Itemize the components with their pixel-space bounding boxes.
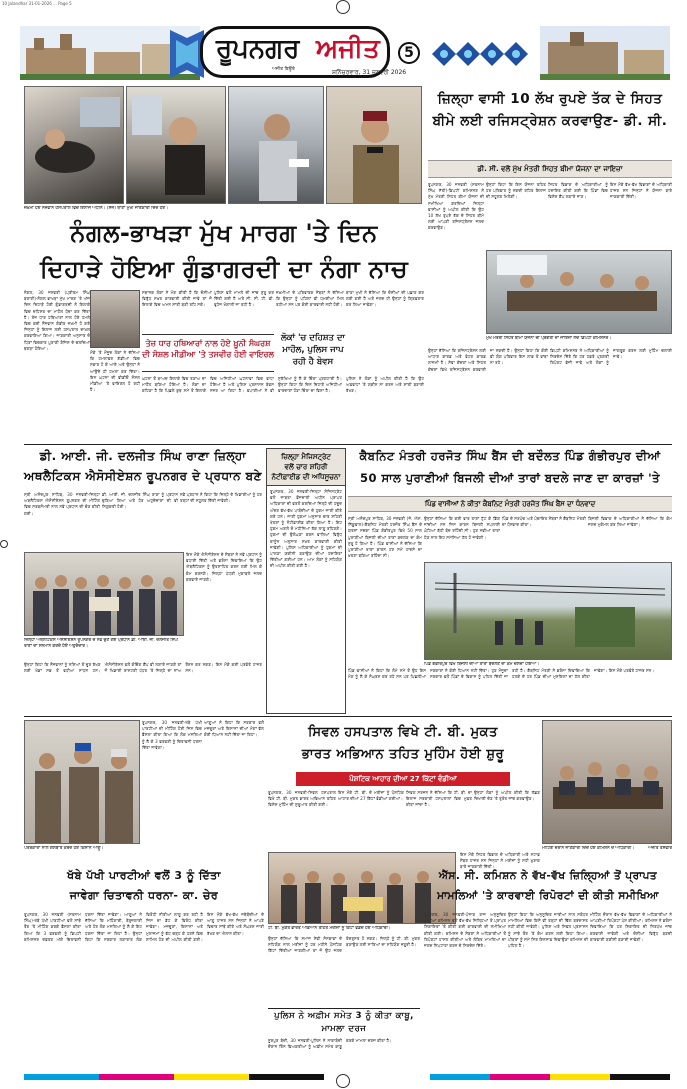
minister-subhead-text: ਪਿੰਡ ਵਾਸੀਆਂ ਨੇ ਕੀਤਾ ਕੈਬਨਿਟ ਮੰਤਰੀ ਹਰਜੋਤ ਸਿੰਘ ਬੈਂਸ ਦਾ ਧੰਨਵਾਦ [424, 500, 596, 508]
masthead [20, 20, 670, 82]
color-bar-right-magenta [490, 1074, 550, 1080]
minister-village-photo [424, 562, 672, 660]
tb-headline-line-2: ਭਾਰਤ ਅਭਿਆਨ ਤਹਿਤ ਮੁਹਿੰਮ ਹੋਈ ਸ਼ੁਰੂ [301, 747, 505, 762]
dig-photo-caption: ਜ਼ਿਲ੍ਹਾ ਅਥਲੈਟਿਕਸ ਐਸੋਸੀਏਸ਼ਨ ਰੂਪਨਗਰ ਦੇ ਨਵੇਂ ਚੁਣੇ ਗਏ ਪ੍ਰਧਾਨ ਡੀ. ਆਈ. ਜੀ. ਦਲਜੀਤ ਸਿੰਘ ਰਾਣਾ ਦਾ ਸਨਮਾਨ ਕਰਦੇ ਹੋਏ ਅਹੁਦੇਦਾਰ। [24, 638, 178, 649]
minister-body-col-1: ਸ੍ਰੀ ਅਨੰਦਪੁਰ ਸਾਹਿਬ, 30 ਜਨਵਰੀ (ਜੇ. ਐਸ. ਨਿੱਕੂਵਾਲ)-ਕੈਬਨਿਟ ਮੰਤਰੀ ਹਰਜੋਤ ਸਿੰਘ ਬੈਂਸ ਦੇ ਯਤਨਾਂ ਸਦਕਾ ਪਿੰਡ ਗੰਭੀਰਪੁਰ ਵਿਖੇ 50 ਸਾਲ ਪੁਰਾਣੀਆਂ ਬਿਜਲੀ ਦੀਆਂ ਤਾਰਾਂ ਬਦਲਣ ਦਾ ਕੰਮ ਸ਼ੁਰੂ ਹੋ ਗਿਆ ਹੈ। ਪਿੰਡ ਵਾਸੀਆਂ ਨੇ ਦੱਸਿਆ ਕਿ ਪੁਰਾਣੀਆਂ ਤਾਰਾਂ ਕਾਰਨ ਹਰ ਸਮੇਂ ਹਾਦਸੇ ਦਾ ਖ਼ਤਰਾ ਬਣਿਆ ਰਹਿੰਦਾ ਸੀ। [348, 516, 422, 559]
minister-body-col-4: ਬਿਜਲੀ ਵਿਭਾਗ ਦੇ ਅਧਿਕਾਰੀਆਂ ਨੇ ਦੱਸਿਆ ਕਿ ਕੰਮ ਜਲਦ ਮੁਕੰਮਲ ਕਰ ਲਿਆ ਜਾਵੇਗਾ। [588, 516, 672, 528]
dc-subhead-text: ਡੀ. ਸੀ. ਵਲੋਂ ਮੁੱਖ ਮੰਤਰੀ ਸਿਹਤ ਬੀਮਾ ਯੋਜਨਾ ਦਾ ਜਾਇਜ਼ਾ [477, 165, 623, 173]
sc-photo-credit: ਅਜੀਤ ਤਸਵੀਰ [647, 846, 672, 851]
dig-headline-line-1: ਡੀ. ਆਈ. ਜੀ. ਦਲਜੀਤ ਸਿੰਘ ਰਾਣਾ ਜ਼ਿਲ੍ਹਾ [39, 449, 247, 463]
page-number-badge: 5 [398, 42, 420, 64]
nangal-headline-line-2: ਦਿਹਾੜੇ ਹੋਇਆ ਗੁੰਡਾਗਰਦੀ ਦਾ ਨੰਗਾ ਨਾਚ [39, 255, 409, 283]
sc-meeting-photo [542, 720, 672, 844]
protest-headline-line-1: ਖੱਬੇ ਪੱਖੀ ਪਾਰਟੀਆਂ ਵਲੋਂ 3 ਨੂੰ ਦਿੱਤਾ [67, 869, 221, 882]
dc-body-col-1: ਰੂਪਨਗਰ, 30 ਜਨਵਰੀ (ਸਤਨਾਮ ਸਿੰਘ ਸੱਤੀ)-ਡਿਪਟੀ ਕਮਿਸ਼ਨਰ ਨੇ ਮੁੱਖ ਮੰਤਰੀ ਸਿਹਤ ਬੀਮਾ ਯੋਜਨਾ ਦੀ ਸਮੀਖਿਆ ਕਰਦਿਆਂ ਜ਼ਿਲ੍ਹਾ ਵਾਸੀਆਂ ਨੂੰ ਅਪੀਲ ਕੀਤੀ ਕਿ ਉਹ 10 ਲੱਖ ਰੁਪਏ ਤੱਕ ਦੇ ਸਿਹਤ ਬੀਮੇ ਲਈ ਆਪਣੀ ਰਜਿਸਟ੍ਰੇਸ਼ਨ ਜਲਦ ਕਰਵਾਉਣ। [428, 182, 484, 231]
nangal-body-col-8: ਪੁਲਿਸ ਨੇ ਲੋਕਾਂ ਨੂੰ ਅਪੀਲ ਕੀਤੀ ਹੈ ਕਿ ਉਹ ਅਫ਼ਵਾਹਾਂ 'ਤੇ ਯਕੀਨ ਨਾ ਕਰਨ ਅਤੇ ਸ਼ਾਂਤੀ ਬਣਾਈ ਰੱਖਣ। [346, 376, 424, 394]
dig-body-col-4: ਇਸ ਮੌਕੇ ਐਸੋਸੀਏਸ਼ਨ ਦੇ ਮੈਂਬਰਾਂ ਨੇ ਨਵੇਂ ਪ੍ਰਧਾਨ ਨੂੰ ਵਧਾਈ ਦਿੱਤੀ ਅਤੇ ਭਰੋਸਾ ਦਿਵਾਇਆ ਕਿ ਉਹ ਐਥਲੈਟਿਕਸ ਨੂੰ ਉਤਸ਼ਾਹਿਤ ਕਰਨ ਲਈ ਮਿਲ ਕੇ ਕੰਮ ਕਰਨਗੇ। ਜ਼ਿਲ੍ਹਾ ਪੱਧਰੀ ਮੁਕਾਬਲੇ ਜਲਦ ਕਰਵਾਏ ਜਾਣਗੇ। [186, 552, 262, 582]
tb-body-col-6: ਉਨ੍ਹਾਂ ਦੱਸਿਆ ਕਿ ਸਮਾਜ ਸੇਵੀ ਸੰਸਥਾਵਾਂ ਦੇ ਸਹਿਯੋਗ ਨਾਲ ਮਰੀਜ਼ਾਂ ਨੂੰ ਹਰ ਮਹੀਨੇ ਪੌਸ਼ਟਿਕ ਕਿੱਟਾਂ ਦਿੱਤੀਆਂ ਜਾਣਗੀਆਂ ਤਾਂ ਜੋ ਉਹ ਜਲਦ ਤੰਦਰੁਸਤ ਹੋ ਸਕਣ। ਜ਼ਿਲ੍ਹੇ ਨੂੰ ਟੀ. ਬੀ. ਮੁਕਤ ਬਣਾਉਣ ਲਈ ਸਾਰਿਆਂ ਦਾ ਸਹਿਯੋਗ ਜ਼ਰੂਰੀ ਹੈ। [268, 936, 420, 954]
masthead-logo-left: ਰੂਪਨਗਰ [216, 34, 300, 64]
color-bar-right-black [610, 1074, 670, 1080]
divider-police [268, 1008, 420, 1009]
dig-headline-line-2: ਅਥਲੈਟਿਕਸ ਐਸੋਸੀਏਸ਼ਨ ਰੂਪਨਗਰ ਦੇ ਪ੍ਰਧਾਨ ਬਣੇ [24, 469, 262, 483]
masthead-date: ਸ਼ਨਿੱਚਰਵਾਰ, 31 ਜਨਵਰੀ 2026 [332, 69, 407, 76]
tb-photo-caption: ਟੀ. ਬੀ. ਮੁਕਤ ਭਾਰਤ ਅਭਿਆਨ ਤਹਿਤ ਮਰੀਜ਼ਾਂ ਨੂੰ ਕਿੱਟਾਂ ਵੰਡਦੇ ਹੋਏ ਅਧਿਕਾਰੀ। [268, 926, 391, 931]
tb-banner-text: ਪੌਸ਼ਟਿਕ ਆਹਾਰ ਦੀਆਂ 27 ਕਿੱਟਾਂ ਵੰਡੀਆਂ [349, 775, 457, 783]
minister-photo-caption: ਪਿੰਡ ਗੰਭੀਰਪੁਰ ਵਿਖੇ ਬਿਜਲੀ ਦੀਆਂ ਤਾਰਾਂ ਬਦਲਣ ਦਾ ਕੰਮ ਚਲਦਾ ਹੋਇਆ। [424, 662, 540, 667]
nangal-body-col-4: ਪੁਲਿਸ ਵਲੋਂ ਮਾਮਲੇ ਦੀ ਜਾਂਚ ਸ਼ੁਰੂ ਕਰ ਦਿੱਤੀ ਗਈ ਹੈ ਅਤੇ ਸੀ. ਸੀ. ਟੀ. ਵੀ. ਫੁਟੇਜ ਖੰਗਾਲੀ ਜਾ ਰਹੀ ਹੈ। [214, 290, 274, 308]
dc-body-col-3: ਸਿਹਤ ਵਿਭਾਗ ਦੇ ਅਧਿਕਾਰੀਆਂ ਨੂੰ ਹਦਾਇਤ ਕੀਤੀ ਗਈ ਕਿ ਪਿੰਡਾਂ ਵਿਚ ਵਿਸ਼ੇਸ਼ ਕੈਂਪ ਲਗਾਏ ਜਾਣ। [548, 182, 608, 200]
police-headline: ਪੁਲਿਸ ਨੇ ਅਫ਼ੀਮ ਸਮੇਤ 3 ਨੂੰ ਕੀਤਾ ਕਾਬੂ, ਮਾਮਲਾ ਦਰਜ [274, 1011, 414, 1034]
color-bar-right [430, 1074, 670, 1080]
notice-box-title [267, 449, 345, 486]
nangal-body-col-2: ਮੌਕੇ 'ਤੇ ਮੌਜੂਦ ਲੋਕਾਂ ਨੇ ਦੱਸਿਆ ਕਿ ਹਮਲਾਵਰ ਗੱਡੀਆਂ ਵਿਚ ਸਵਾਰ ਹੋ ਕੇ ਆਏ ਅਤੇ ਉਨ੍ਹਾਂ ਨੇ ਆਉਂਦੇ ਹੀ ਹਮਲਾ ਕਰ ਦਿੱਤਾ। ਇਸ ਘਟਨਾ ਦੀ ਵੀਡੀਓ ਸੋਸ਼ਲ ਮੀਡੀਆ 'ਤੇ ਵਾਇਰਲ ਹੋ ਰਹੀ ਹੈ। [90, 350, 140, 393]
color-bar-right-yellow [550, 1074, 610, 1080]
protest-body-col-1: ਰੂਪਨਗਰ, 30 ਜਨਵਰੀ-ਖੱਬੇ ਪੱਖੀ ਪਾਰਟੀਆਂ ਦੀ ਮੀਟਿੰਗ ਹੋਈ ਜਿਸ ਵਿਚ ਫ਼ੈਸਲਾ ਕੀਤਾ ਗਿਆ ਕਿ ਲੋਕ ਮਸਲਿਆਂ ਨੂੰ ਲੈ ਕੇ 3 ਫਰਵਰੀ ਨੂੰ ਚਿਤਾਵਨੀ ਧਰਨਾ ਦਿੱਤਾ ਜਾਵੇਗਾ। [142, 720, 202, 750]
nangal-pullquote-1 [142, 334, 274, 372]
injured-youth-photo-3 [228, 86, 324, 204]
masthead-pattern-left [170, 30, 204, 78]
masthead-pattern-right [432, 30, 532, 78]
tb-body-col-3: ਸਿਵਲ ਸਰਜਨ ਨੇ ਦੱਸਿਆ ਕਿ ਟੀ. ਬੀ. ਦਾ ਇਲਾਜ ਸਰਕਾਰੀ ਹਸਪਤਾਲਾਂ ਵਿਚ ਮੁਫ਼ਤ ਕੀਤਾ ਜਾਂਦਾ ਹੈ। [406, 790, 472, 808]
sc-headline-line-1: ਐੱਸ. ਸੀ. ਕਮਿਸ਼ਨ ਨੇ ਵੱਖ-ਵੱਖ ਜ਼ਿਲ੍ਹਿਆਂ ਤੋਂ ਪ੍ਰਾਪਤ [438, 870, 658, 882]
nangal-body-col-5: ਜ਼ਖ਼ਮੀਆਂ ਦੇ ਪਰਿਵਾਰਕ ਮੈਂਬਰਾਂ ਨੇ ਦੱਸਿਆ ਕਿ ਉਨ੍ਹਾਂ ਨੂੰ ਪਹਿਲਾਂ ਵੀ ਧਮਕੀਆਂ ਮਿਲ ਰਹੀਆਂ ਸਨ ਪਰ ਕੋਈ ਕਾਰਵਾਈ ਨਹੀਂ ਹੋਈ। [276, 290, 344, 308]
dc-body-col-6: ਡਿਪਟੀ ਕਮਿਸ਼ਨਰ ਨੇ ਅਧਿਕਾਰੀਆਂ ਨੂੰ ਨਿਰਦੇਸ਼ ਦਿੱਤੇ ਕਿ ਹਰ ਹਫ਼ਤੇ ਪ੍ਰਗਤੀ ਰਿਪੋਰਟ ਭੇਜੀ ਜਾਵੇ ਅਤੇ ਲੋਕਾਂ ਨੂੰ ਜਾਗਰੂਕ ਕਰਨ ਲਈ ਮੁਹਿੰਮ ਚਲਾਈ ਜਾਵੇ। [550, 348, 672, 366]
dc-body-col-2: ਉਨ੍ਹਾਂ ਕਿਹਾ ਕਿ ਇਸ ਯੋਜਨਾ ਤਹਿਤ ਹਰ ਪਰਿਵਾਰ ਨੂੰ ਨਕਦੀ ਰਹਿਤ ਇਲਾਜ ਦੀ ਸਹੂਲਤ ਮਿਲੇਗੀ। [486, 182, 546, 200]
dig-body-col-5: ਉਨ੍ਹਾਂ ਕਿਹਾ ਕਿ ਨੌਜਵਾਨਾਂ ਨੂੰ ਨਸ਼ਿਆਂ ਤੋਂ ਦੂਰ ਰੱਖਣ ਲਈ ਖੇਡਾਂ ਸਭ ਤੋਂ ਵਧੀਆ ਸਾਧਨ ਹਨ। ਐਸੋਸੀਏਸ਼ਨ ਵਲੋਂ ਕੋਚਿੰਗ ਕੈਂਪ ਵੀ ਲਗਾਏ ਜਾਣਗੇ ਤਾਂ ਜੋ ਖਿਡਾਰੀ ਰਾਸ਼ਟਰੀ ਪੱਧਰ 'ਤੇ ਜ਼ਿਲ੍ਹੇ ਦਾ ਨਾਂਅ ਰੌਸ਼ਨ ਕਰ ਸਕਣ। ਇਸ ਮੌਕੇ ਕਈ ਪਤਵੰਤੇ ਹਾਜ਼ਰ ਸਨ। [24, 662, 262, 674]
tb-body-col-1: ਰੂਪਨਗਰ, 30 ਜਨਵਰੀ-ਸਿਵਲ ਹਸਪਤਾਲ ਵਿਖੇ ਟੀ. ਬੀ. ਮੁਕਤ ਭਾਰਤ ਅਭਿਆਨ ਤਹਿਤ ਵਿਸ਼ੇਸ਼ ਮੁਹਿੰਮ ਦੀ ਸ਼ੁਰੂਆਤ ਕੀਤੀ ਗਈ। [268, 790, 336, 808]
color-bar-black [249, 1074, 324, 1080]
dc-body-col-5: ਉਨ੍ਹਾਂ ਦੱਸਿਆ ਕਿ ਰਜਿਸਟ੍ਰੇਸ਼ਨ ਲਈ ਆਧਾਰ ਕਾਰਡ ਅਤੇ ਵੋਟਰ ਕਾਰਡ ਲਾਜ਼ਮੀ ਹੈ। ਸੇਵਾ ਕੇਂਦਰਾਂ ਅਤੇ ਸਿਹਤ ਕੇਂਦਰਾਂ ਵਿਖੇ ਰਜਿਸਟ੍ਰੇਸ਼ਨ ਕਰਵਾਈ ਜਾ ਸਕਦੀ ਹੈ। ਉਨ੍ਹਾਂ ਕਿਹਾ ਕਿ ਕੋਈ ਵੀ ਯੋਗ ਪਰਿਵਾਰ ਇਸ ਲਾਭ ਤੋਂ ਵਾਂਝਾ ਨਾ ਰਹੇ। [428, 348, 548, 372]
dig-group-photo [24, 552, 184, 636]
notice-box-line-2: ਵਲੋਂ ਚਾਰ ਸ਼ਹਿਰੀ [284, 463, 328, 471]
dc-headline-line-2: ਬੀਮੇ ਲਈ ਰਜਿਸਟ੍ਰੇਸ਼ਨ ਕਰਵਾਉਣ- ਡੀ. ਸੀ. [432, 113, 668, 129]
minister-subhead-bar [348, 496, 672, 512]
nangal-photo-caption: ਜ਼ਖ਼ਮੀ ਹੋਏ ਨੌਜਵਾਨ ਹਸਪਤਾਲ ਵਿਚ ਇਲਾਜ ਅਧੀਨ। (ਸੱਜੇ) ਥਾਣਾ ਮੁਖੀ ਜਾਣਕਾਰੀ ਦਿੰਦੇ ਹੋਏ। [24, 206, 168, 211]
minister-body-col-2: ਉਨ੍ਹਾਂ ਦੱਸਿਆ ਕਿ ਕਈ ਵਾਰ ਤਾਰਾਂ ਟੁੱਟ ਕੇ ਡਿੱਗ ਜਾਂਦੀਆਂ ਸਨ ਜਿਸ ਕਾਰਨ ਬਿਜਲੀ ਸਪਲਾਈ ਘੰਟਿਆਂ ਬੱਧੀ ਬੰਦ ਰਹਿੰਦੀ ਸੀ। ਹੁਣ ਨਵੀਆਂ ਤਾਰਾਂ ਪੈਣ ਨਾਲ ਇਹ ਸਮੱਸਿਆ ਹੱਲ ਹੋ ਜਾਵੇਗੀ। [424, 516, 500, 540]
protest-photo-caption: ਪੱਤਰਕਾਰਾਂ ਨਾਲ ਗੱਲਬਾਤ ਕਰਦੇ ਹੋਏ ਕਿਸਾਨ ਆਗੂ। [24, 846, 104, 851]
nangal-headline-line-1: ਨੰਗਲ-ਭਾਖੜਾ ਮੁੱਖ ਮਾਰਗ 'ਤੇ ਦਿਨ [70, 219, 378, 247]
masthead-tagline: ਅਜੀਤ ਬਿਊਰੋ [272, 67, 295, 72]
protest-headline-line-2: ਜਾਵੇਗਾ ਚਿਤਾਵਨੀ ਧਰਨਾ- ਕਾ. ਚੇਰ [69, 889, 219, 902]
minister-body-col-3: ਪਿੰਡ ਦੇ ਸਰਪੰਚ ਅਤੇ ਪੰਚਾਇਤ ਮੈਂਬਰਾਂ ਨੇ ਕੈਬਨਿਟ ਮੰਤਰੀ ਦਾ ਧੰਨਵਾਦ ਕੀਤਾ। [502, 516, 586, 528]
divider-row-2 [24, 716, 672, 717]
police-officer-photo [326, 86, 422, 204]
divider-row-1 [24, 444, 672, 445]
registration-mark-left [0, 540, 8, 548]
sc-body-col-3: ਮੀਟਿੰਗ ਦੌਰਾਨ ਵੱਖ-ਵੱਖ ਵਿਭਾਗਾਂ ਦੇ ਅਧਿਕਾਰੀਆਂ ਨੇ ਆਪਣੀਆਂ ਰਿਪੋਰਟਾਂ ਪੇਸ਼ ਕੀਤੀਆਂ। ਕਮਿਸ਼ਨ ਨੇ ਭਰੋਸਾ ਦਿਵਾਇਆ ਕਿ ਹਰ ਸ਼ਿਕਾਇਤ ਦੀ ਨਿਰਪੱਖ ਜਾਂਚ ਕਰਵਾਈ ਜਾਵੇਗੀ ਅਤੇ ਦੋਸ਼ੀਆਂ ਵਿਰੁੱਧ ਬਣਦੀ ਕਾਰਵਾਈ ਯਕੀਨੀ ਬਣਾਈ ਜਾਵੇਗੀ। [590, 912, 672, 942]
protest-leaders-photo [24, 720, 140, 844]
dig-body-col-2: ਡੀ. ਆਈ. ਜੀ. ਦਲਜੀਤ ਸਿੰਘ ਰਾਣਾ ਨੂੰ ਪ੍ਰਧਾਨ ਚੁਣਿਆ ਗਿਆ ਅਤੇ ਹੋਰ ਅਹੁਦੇਦਾਰਾਂ ਦੀ ਵੀ ਨਿਯੁਕਤੀ ਹੋਈ। [102, 492, 178, 510]
protest-body-col-3: ਰੂਪਨਗਰ, 30 ਜਨਵਰੀ (ਸਤਨਾਮ ਸਿੰਘ)-ਖੱਬੇ ਪੱਖੀ ਪਾਰਟੀਆਂ ਵਲੋਂ ਸਾਂਝੇ ਤੌਰ 'ਤੇ ਮੀਟਿੰਗ ਕਰਕੇ ਫ਼ੈਸਲਾ ਕੀਤਾ ਗਿਆ ਕਿ 3 ਫਰਵਰੀ ਨੂੰ ਡਿਪਟੀ ਕਮਿਸ਼ਨਰ ਦਫ਼ਤਰ ਅੱਗੇ ਚਿਤਾਵਨੀ ਧਰਨਾ ਦਿੱਤਾ ਜਾਵੇਗਾ। ਆਗੂਆਂ ਨੇ ਦੱਸਿਆ ਕਿ ਮਹਿੰਗਾਈ, ਬੇਰੁਜ਼ਗਾਰੀ ਅਤੇ ਹੋਰ ਲੋਕ ਮਸਲਿਆਂ ਨੂੰ ਲੈ ਕੇ ਇਹ ਧਰਨਾ ਦਿੱਤਾ ਜਾ ਰਿਹਾ ਹੈ। ਉਨ੍ਹਾਂ ਕਿਹਾ ਕਿ ਸਰਕਾਰ ਲਗਾਤਾਰ ਲੋਕ ਵਿਰੋਧੀ ਨੀਤੀਆਂ ਲਾਗੂ ਕਰ ਰਹੀ ਹੈ ਜਿਸ ਦਾ ਡੱਟ ਕੇ ਵਿਰੋਧ ਕੀਤਾ ਜਾਵੇਗਾ। ਮਜ਼ਦੂਰਾਂ, ਕਿਸਾਨਾਂ ਅਤੇ ਮੁਲਾਜ਼ਮਾਂ ਨੂੰ ਵੱਧ ਚੜ੍ਹ ਕੇ ਧਰਨੇ ਵਿਚ ਸ਼ਾਮਿਲ ਹੋਣ ਦੀ ਅਪੀਲ ਕੀਤੀ ਗਈ। ਇਸ ਮੌਕੇ ਵੱਖ-ਵੱਖ ਜਥੇਬੰਦੀਆਂ ਦੇ ਆਗੂ ਹਾਜ਼ਰ ਸਨ ਜਿਨ੍ਹਾਂ ਨੇ ਆਪਣੇ ਵਿਚਾਰ ਸਾਂਝੇ ਕੀਤੇ ਅਤੇ ਸੰਘਰਸ਼ ਜਾਰੀ ਰੱਖਣ ਦਾ ਐਲਾਨ ਕੀਤਾ। [24, 912, 264, 942]
tb-body-col-4: ਉਨ੍ਹਾਂ ਲੋਕਾਂ ਨੂੰ ਅਪੀਲ ਕੀਤੀ ਕਿ ਲੱਛਣ ਦਿਖਾਈ ਦੇਣ 'ਤੇ ਤੁਰੰਤ ਜਾਂਚ ਕਰਵਾਉਣ। [474, 790, 540, 802]
tb-body-col-2: ਇਸ ਮੌਕੇ ਟੀ. ਬੀ. ਦੇ ਮਰੀਜ਼ਾਂ ਨੂੰ ਪੌਸ਼ਟਿਕ ਆਹਾਰ ਦੀਆਂ 27 ਕਿੱਟਾਂ ਵੰਡੀਆਂ ਗਈਆਂ। [338, 790, 404, 802]
police-body: ਨੂਰਪੁਰ ਬੇਦੀ, 30 ਜਨਵਰੀ-ਪੁਲਿਸ ਨੇ ਨਾਕਾਬੰਦੀ ਦੌਰਾਨ ਤਿੰਨ ਵਿਅਕਤੀਆਂ ਨੂੰ ਅਫ਼ੀਮ ਸਮੇਤ ਕਾਬੂ ਕਰਕੇ ਮਾਮਲਾ ਦਰਜ ਕੀਤਾ ਹੈ। [268, 1038, 392, 1050]
masthead-logo-right: ਅਜੀਤ [316, 34, 380, 64]
notice-box-body: ਰੂਪਨਗਰ, 30 ਜਨਵਰੀ-ਜ਼ਿਲ੍ਹਾ ਮੈਜਿਸਟ੍ਰੇਟ ਵਲੋਂ ਜ਼ਾਬਤਾ ਫ਼ੌਜਦਾਰੀ ਅਧੀਨ ਪ੍ਰਾਪਤ ਅਧਿਕਾਰਾਂ ਦੀ ਵਰਤੋਂ ਕਰਦਿਆਂ ਜ਼ਿਲ੍ਹੇ ਦੀ ਹਦੂਦ ਅੰਦਰ ਵੱਖ-ਵੱਖ ਪਾਬੰਦੀਆਂ ਦੇ ਹੁਕਮ ਜਾਰੀ ਕੀਤੇ ਗਏ ਹਨ। ਜਾਰੀ ਹੁਕਮਾਂ ਅਨੁਸਾਰ ਚਾਰ ਸ਼ਹਿਰੀ ਖੇਤਰਾਂ ਨੂੰ ਨੋਟੀਫ਼ਾਈਡ ਕੀਤਾ ਗਿਆ ਹੈ। ਇਹ ਹੁਕਮ ਅਗਲੇ ਦੋ ਮਹੀਨਿਆਂ ਤੱਕ ਲਾਗੂ ਰਹਿਣਗੇ। ਹੁਕਮਾਂ ਦੀ ਉਲੰਘਣਾ ਕਰਨ ਵਾਲਿਆਂ ਵਿਰੁੱਧ ਕਾਨੂੰਨ ਅਨੁਸਾਰ ਸਖ਼ਤ ਕਾਰਵਾਈ ਕੀਤੀ ਜਾਵੇਗੀ। ਪੁਲਿਸ ਅਧਿਕਾਰੀਆਂ ਨੂੰ ਹੁਕਮਾਂ ਦੀ ਪਾਲਣਾ ਯਕੀਨੀ ਬਣਾਉਣ ਦੀਆਂ ਹਦਾਇਤਾਂ ਦਿੱਤੀਆਂ ਗਈਆਂ ਹਨ। ਆਮ ਲੋਕਾਂ ਨੂੰ ਸਹਿਯੋਗ ਦੀ ਅਪੀਲ ਕੀਤੀ ਗਈ ਹੈ। [270, 489, 342, 569]
sc-body-col-2: ਉਨ੍ਹਾਂ ਕਿਹਾ ਕਿ ਅਨੁਸੂਚਿਤ ਜਾਤੀਆਂ ਨਾਲ ਸਬੰਧਤ ਮਾਮਲਿਆਂ ਵਿਚ ਕਿਸੇ ਵੀ ਤਰ੍ਹਾਂ ਦੀ ਢਿੱਲ ਬਰਦਾਸ਼ਤ ਨਹੀਂ ਕੀਤੀ ਜਾਵੇਗੀ। ਪੁਲਿਸ ਅਤੇ ਸਿਵਲ ਪ੍ਰਸ਼ਾਸਨ ਨੂੰ ਸਾਂਝੇ ਤੌਰ 'ਤੇ ਕੰਮ ਕਰਨ ਲਈ ਕਿਹਾ ਗਿਆ। ਪੀੜਤਾਂ ਨੂੰ ਸਮੇਂ ਸਿਰ ਇਨਸਾਫ਼ ਦਿਵਾਉਣਾ ਕਮਿਸ਼ਨ ਦੀ ਪਹਿਲ ਹੈ। [508, 912, 588, 949]
dc-subhead-bar [428, 160, 672, 178]
dc-photo-caption: ਮੁੱਖ ਮੰਤਰੀ ਸਿਹਤ ਬੀਮਾ ਯੋਜਨਾ ਦੀ ਪ੍ਰਗਤੀ ਦਾ ਜਾਇਜ਼ਾ ਲੈਂਦੇ ਡਿਪਟੀ ਕਮਿਸ਼ਨਰ। [486, 336, 612, 341]
nangal-pullquote-2 [278, 332, 348, 374]
registration-mark-top [336, 0, 350, 14]
dc-body-col-4: ਇਸ ਮੌਕੇ ਵੱਖ-ਵੱਖ ਵਿਭਾਗਾਂ ਦੇ ਅਧਿਕਾਰੀ ਹਾਜ਼ਰ ਸਨ ਜਿਨ੍ਹਾਂ ਨੇ ਯੋਜਨਾ ਬਾਰੇ ਜਾਣਕਾਰੀ ਦਿੱਤੀ। [610, 182, 672, 200]
tb-banner [296, 772, 510, 786]
injured-youth-photo-2 [126, 86, 226, 204]
tb-body-col-5: ਇਸ ਮੌਕੇ ਸਿਹਤ ਵਿਭਾਗ ਦੇ ਅਧਿਕਾਰੀ ਅਤੇ ਸਟਾਫ਼ ਮੈਂਬਰ ਹਾਜ਼ਰ ਸਨ ਜਿਨ੍ਹਾਂ ਨੇ ਮਰੀਜ਼ਾਂ ਨੂੰ ਸਹੀ ਖ਼ੁਰਾਕ ਬਾਰੇ ਜਾਣਕਾਰੀ ਦਿੱਤੀ। [460, 852, 540, 870]
nangal-pullquote-2-text: ਲੋਕਾਂ 'ਚ ਦਹਿਸ਼ਤ ਦਾ ਮਾਹੌਲ, ਪੁਲਿਸ ਜਾਪ ਰਹੀ ਹੈ ਬੇਵਸ [281, 333, 345, 367]
nangal-body-col-1: ਨੰਗਲ, 30 ਜਨਵਰੀ (ਪ੍ਰੀਤਮ ਸਿੰਘ ਬਰਾਰੀ)-ਨੰਗਲ ਭਾਖੜਾ ਮੁੱਖ ਮਾਰਗ 'ਤੇ ਅੱਜ ਦਿਨ ਦਿਹਾੜੇ ਹੋਈ ਗੁੰਡਾਗਰਦੀ ਨੇ ਇਲਾਕੇ ਵਿਚ ਦਹਿਸ਼ਤ ਦਾ ਮਾਹੌਲ ਪੈਦਾ ਕਰ ਦਿੱਤਾ ਹੈ। ਤੇਜ਼ ਧਾਰ ਹਥਿਆਰਾਂ ਨਾਲ ਹੋਏ ਹਮਲੇ ਵਿਚ ਕਈ ਨੌਜਵਾਨ ਗੰਭੀਰ ਜ਼ਖ਼ਮੀ ਹੋ ਗਏ ਜਿਨ੍ਹਾਂ ਨੂੰ ਇਲਾਜ ਲਈ ਹਸਪਤਾਲ ਦਾਖ਼ਲ ਕਰਵਾਇਆ ਗਿਆ। ਜਾਣਕਾਰੀ ਅਨੁਸਾਰ ਦੋ ਧਿਰਾਂ ਵਿਚਕਾਰ ਪੁਰਾਣੀ ਰੰਜਿਸ਼ ਦੇ ਚਲਦਿਆਂ ਝਗੜਾ ਹੋਇਆ। [24, 290, 90, 351]
tb-headline-line-1: ਸਿਵਲ ਹਸਪਤਾਲ ਵਿਖੇ ਟੀ. ਬੀ. ਮੁਕਤ [308, 725, 498, 740]
color-bar-right-cyan [430, 1074, 490, 1080]
sc-headline-line-2: ਮਾਮਲਿਆਂ 'ਤੇ ਕਾਰਵਾਈ ਰਿਪੋਰਟਾਂ ਦੀ ਕੀਤੀ ਸਮੀਖਿਆ [437, 890, 659, 902]
color-bar-cyan [24, 1074, 99, 1080]
nangal-body-col-7: ਘਟਨਾ ਤੋਂ ਬਾਅਦ ਇਲਾਕੇ ਵਿਚ ਤਣਾਅ ਦਾ ਮਾਹੌਲ ਬਣਿਆ ਹੋਇਆ ਹੈ। ਲੋਕਾਂ ਦਾ ਕਹਿਣਾ ਹੈ ਕਿ ਪਿਛਲੇ ਕੁਝ ਸਮੇਂ ਤੋਂ ਇਲਾਕੇ ਵਿਚ ਅਜਿਹੀਆਂ ਘਟਨਾਵਾਂ ਵਿਚ ਵਾਧਾ ਹੋਇਆ ਹੈ ਅਤੇ ਪੁਲਿਸ ਪ੍ਰਸ਼ਾਸਨ ਬੇਵਸ ਨਜ਼ਰ ਆ ਰਿਹਾ ਹੈ। ਵਪਾਰੀਆਂ ਨੇ ਵੀ ਸੁਰੱਖਿਆ ਨੂੰ ਲੈ ਕੇ ਚਿੰਤਾ ਪ੍ਰਗਟਾਈ ਹੈ। ਉਨ੍ਹਾਂ ਕਿਹਾ ਕਿ ਦਿਨ ਦਿਹਾੜੇ ਅਜਿਹੀਆਂ ਵਾਰਦਾਤਾਂ ਹੋਣਾ ਚਿੰਤਾ ਦਾ ਵਿਸ਼ਾ ਹੈ। [142, 376, 342, 394]
masthead-right-skyline [540, 26, 670, 80]
dig-body-col-1: ਸ੍ਰੀ ਅਨੰਦਪੁਰ ਸਾਹਿਬ, 30 ਜਨਵਰੀ-ਜ਼ਿਲ੍ਹਾ ਅਥਲੈਟਿਕਸ ਐਸੋਸੀਏਸ਼ਨ ਰੂਪਨਗਰ ਦੀ ਮੀਟਿੰਗ ਵਿਚ ਸਰਬਸੰਮਤੀ ਨਾਲ ਨਵੇਂ ਪ੍ਰਧਾਨ ਦੀ ਚੋਣ ਕੀਤੀ ਗਈ। [24, 492, 100, 516]
dc-meeting-photo [486, 250, 672, 334]
notice-box [266, 448, 346, 714]
sc-photo-caption: ਮੀਟਿੰਗ ਦੌਰਾਨ ਜਾਣਕਾਰੀ ਦਿੰਦੇ ਹੋਏ ਕਮਿਸ਼ਨ ਦੇ ਅਧਿਕਾਰੀ। [542, 846, 635, 851]
injured-youth-photo-1 [24, 86, 124, 204]
nangal-pullquote-1-text: ਤੇਜ਼ ਧਾਰ ਹਥਿਆਰਾਂ ਨਾਲ ਹੋਏ ਖ਼ੂਨੀ ਸੰਘਰਸ਼ ਦੀ ਸੋਸ਼ਲ ਮੀਡੀਆ 'ਤੇ ਤਸਵੀਰ ਹੋਈ ਵਾਇਰਲ [142, 339, 274, 359]
color-bar-magenta [99, 1074, 174, 1080]
nangal-body-col-6: ਥਾਣਾ ਮੁਖੀ ਨੇ ਦੱਸਿਆ ਕਿ ਦੋਸ਼ੀਆਂ ਦੀ ਪਛਾਣ ਕਰ ਲਈ ਗਈ ਹੈ ਅਤੇ ਜਲਦ ਹੀ ਉਨ੍ਹਾਂ ਨੂੰ ਗ੍ਰਿਫ਼ਤਾਰ ਕਰ ਲਿਆ ਜਾਵੇਗਾ। [346, 290, 424, 308]
protest-body-col-2: ਆਗੂਆਂ ਨੇ ਕਿਹਾ ਕਿ ਸਰਕਾਰ ਵਲੋਂ ਮਜ਼ਦੂਰਾਂ ਅਤੇ ਕਿਸਾਨਾਂ ਦੀਆਂ ਮੰਗਾਂ ਵੱਲ ਕੋਈ ਧਿਆਨ ਨਹੀਂ ਦਿੱਤਾ ਜਾ ਰਿਹਾ। [204, 720, 264, 738]
nangal-body-col-3: ਸਥਾਨਕ ਲੋਕਾਂ ਨੇ ਮੰਗ ਕੀਤੀ ਹੈ ਕਿ ਦੋਸ਼ੀਆਂ ਵਿਰੁੱਧ ਸਖ਼ਤ ਕਾਰਵਾਈ ਕੀਤੀ ਜਾਵੇ ਤਾਂ ਜੋ ਇਲਾਕੇ ਵਿਚ ਅਮਨ ਸ਼ਾਂਤੀ ਬਣੀ ਰਹਿ ਸਕੇ। [142, 290, 212, 308]
color-bar-yellow [174, 1074, 249, 1080]
minister-headline-line-2: 50 ਸਾਲ ਪੁਰਾਣੀਆਂ ਬਿਜਲੀ ਦੀਆਂ ਤਾਰਾਂ ਬਦਲੇ ਜਾਣ ਦਾ ਕਾਰਜ਼ਾਂ 'ਤੇ [359, 471, 660, 485]
registration-mark-bottom [336, 1074, 350, 1088]
print-slug: 10 Jalandhar 31-01-2026 ... Page 5 [2, 1, 72, 6]
dig-body-col-3: ਨਵੇਂ ਪ੍ਰਧਾਨ ਨੇ ਕਿਹਾ ਕਿ ਜ਼ਿਲ੍ਹੇ ਦੇ ਖਿਡਾਰੀਆਂ ਨੂੰ ਹਰ ਤਰ੍ਹਾਂ ਦੀ ਸਹੂਲਤ ਦਿੱਤੀ ਜਾਵੇਗੀ। [180, 492, 262, 504]
nangal-small-photo [90, 290, 140, 348]
notice-box-line-3: ਨੋਟੀਫ਼ਾਈਡ ਦੀ ਅਧਿਸੂਚਨਾ [271, 473, 341, 481]
minister-headline-line-1: ਕੈਬਨਿਟ ਮੰਤਰੀ ਹਰਜੋਤ ਸਿੰਘ ਬੈਂਸ ਦੀ ਬਦੌਲਤ ਪਿੰਡ ਗੰਭੀਰਪੁਰ ਦੀਆਂ [359, 449, 661, 463]
color-bar [24, 1074, 324, 1080]
minister-body-col-5: ਪਿੰਡ ਵਾਸੀਆਂ ਨੇ ਕਿਹਾ ਕਿ ਲੰਮੇ ਸਮੇਂ ਤੋਂ ਉਹ ਇਸ ਮੰਗ ਨੂੰ ਲੈ ਕੇ ਸੰਘਰਸ਼ ਕਰ ਰਹੇ ਸਨ ਪਰ ਪਿਛਲੀਆਂ ਸਰਕਾਰਾਂ ਨੇ ਕੋਈ ਧਿਆਨ ਨਹੀਂ ਦਿੱਤਾ। ਹੁਣ ਮੌਜੂਦਾ ਸਰਕਾਰ ਵਲੋਂ ਪਿੰਡਾਂ ਦੇ ਵਿਕਾਸ ਨੂੰ ਪਹਿਲ ਦਿੱਤੀ ਜਾ ਰਹੀ ਹੈ। ਕੈਬਨਿਟ ਮੰਤਰੀ ਨੇ ਭਰੋਸਾ ਦਿਵਾਇਆ ਕਿ ਹਲਕੇ ਦੇ ਹਰ ਪਿੰਡ ਦੀਆਂ ਮੁਸ਼ਕਿਲਾਂ ਦਾ ਹੱਲ ਕੀਤਾ ਜਾਵੇਗਾ। ਇਸ ਮੌਕੇ ਪਤਵੰਤੇ ਹਾਜ਼ਰ ਸਨ। [348, 668, 655, 680]
dc-headline-line-1: ਜ਼ਿਲ੍ਹਾ ਵਾਸੀ 10 ਲੱਖ ਰੁਪਏ ਤੱਕ ਦੇ ਸਿਹਤ [437, 91, 663, 107]
notice-box-line-1: ਜ਼ਿਲ੍ਹਾ ਮੈਜਿਸਟ੍ਰੇਟ [281, 453, 331, 461]
sc-body-col-1: ਰੂਪਨਗਰ, 30 ਜਨਵਰੀ-ਪੰਜਾਬ ਰਾਜ ਅਨੁਸੂਚਿਤ ਜਾਤੀਆਂ ਕਮਿਸ਼ਨ ਵਲੋਂ ਵੱਖ-ਵੱਖ ਜ਼ਿਲ੍ਹਿਆਂ ਤੋਂ ਪ੍ਰਾਪਤ ਸ਼ਿਕਾਇਤਾਂ 'ਤੇ ਕੀਤੀ ਗਈ ਕਾਰਵਾਈ ਦੀ ਸਮੀਖਿਆ ਕੀਤੀ ਗਈ। ਕਮਿਸ਼ਨ ਦੇ ਮੈਂਬਰਾਂ ਨੇ ਅਧਿਕਾਰੀਆਂ ਤੋਂ ਰਿਪੋਰਟਾਂ ਹਾਸਲ ਕੀਤੀਆਂ ਅਤੇ ਲੰਬਿਤ ਮਾਮਲਿਆਂ ਦਾ ਜਲਦ ਨਿਪਟਾਰਾ ਕਰਨ ਦੇ ਨਿਰਦੇਸ਼ ਦਿੱਤੇ। [424, 912, 506, 949]
